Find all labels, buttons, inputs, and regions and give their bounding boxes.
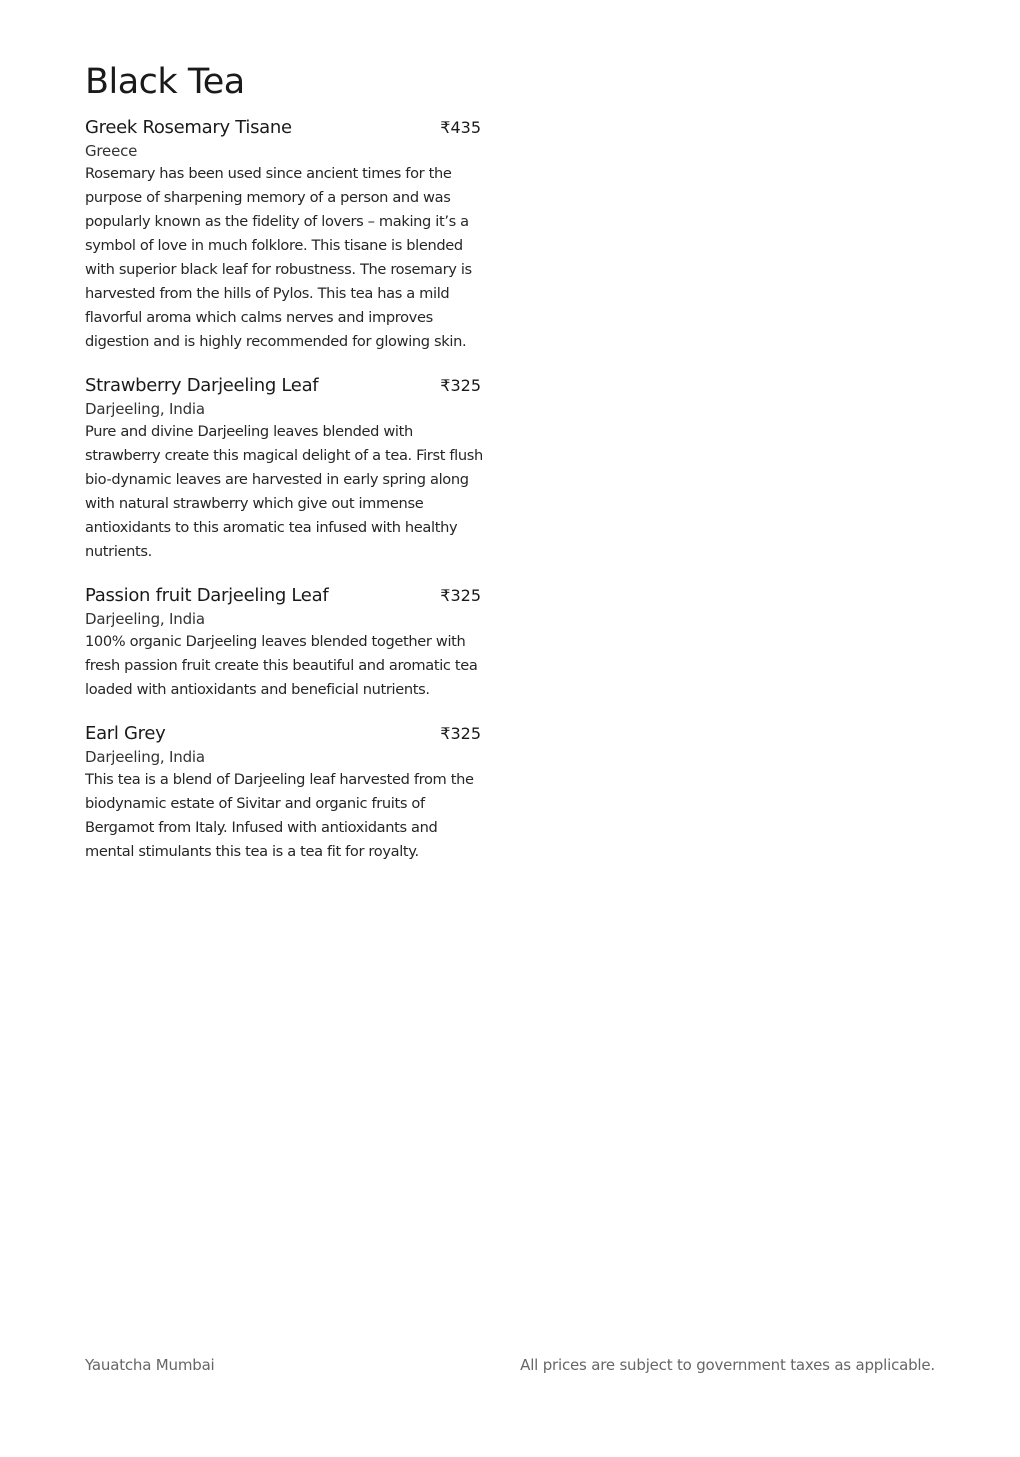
menu-item-description: Pure and divine Darjeeling leaves blended with strawberry create this magical delight of a tea. First flush bio-dynamic leaves are harvested in early spring along with natural strawberry which give out immense antioxidants to this aromatic tea infused with healthy nutrients. [85, 423, 483, 560]
menu-item-name: Earl Grey [85, 723, 166, 744]
menu-item-header [85, 720, 485, 748]
menu-item-origin: Greece [85, 142, 138, 160]
menu-item-name: Greek Rosemary Tisane [85, 117, 292, 138]
menu-item-header [85, 114, 485, 142]
menu-item-name: Strawberry Darjeeling Leaf [85, 375, 319, 396]
menu-item [85, 114, 485, 354]
menu-item [85, 372, 485, 564]
menu-item-header [85, 582, 485, 610]
footer-tax-note: All prices are subject to government taxes as applicable. [520, 1356, 935, 1374]
menu-item [85, 582, 485, 702]
menu-item-description: Rosemary has been used since ancient times for the purpose of sharpening memory of a person and was popularly known as the fidelity of lovers – making it’s a symbol of love in much folklore. This tisane is blended with superior black leaf for robustness. The rosemary is harvested from the hills of Pylos. This tea has a mild flavorful aroma which calms nerves and improves digestion and is highly recommended for glowing skin. [85, 165, 472, 350]
menu-item-origin: Darjeeling, India [85, 400, 205, 418]
menu-item-price: ₹435 [440, 118, 481, 137]
menu-item-price: ₹325 [440, 586, 481, 605]
menu-list [85, 114, 485, 882]
menu-item-header [85, 372, 485, 400]
menu-item [85, 720, 485, 864]
menu-item-description: This tea is a blend of Darjeeling leaf harvested from the biodynamic estate of Sivitar and organic fruits of Bergamot from Italy. Infused with antioxidants and mental stimulants this tea is a tea fit for royalty. [85, 771, 474, 860]
menu-item-origin: Darjeeling, India [85, 748, 205, 766]
menu-item-origin: Darjeeling, India [85, 610, 205, 628]
page-title: Black Tea [85, 62, 245, 102]
menu-item-price: ₹325 [440, 724, 481, 743]
footer-restaurant-name: Yauatcha Mumbai [85, 1356, 215, 1374]
menu-item-description: 100% organic Darjeeling leaves blended together with fresh passion fruit create this beautiful and aromatic tea loaded with antioxidants and beneficial nutrients. [85, 633, 478, 698]
menu-item-name: Passion fruit Darjeeling Leaf [85, 585, 329, 606]
menu-item-price: ₹325 [440, 376, 481, 395]
